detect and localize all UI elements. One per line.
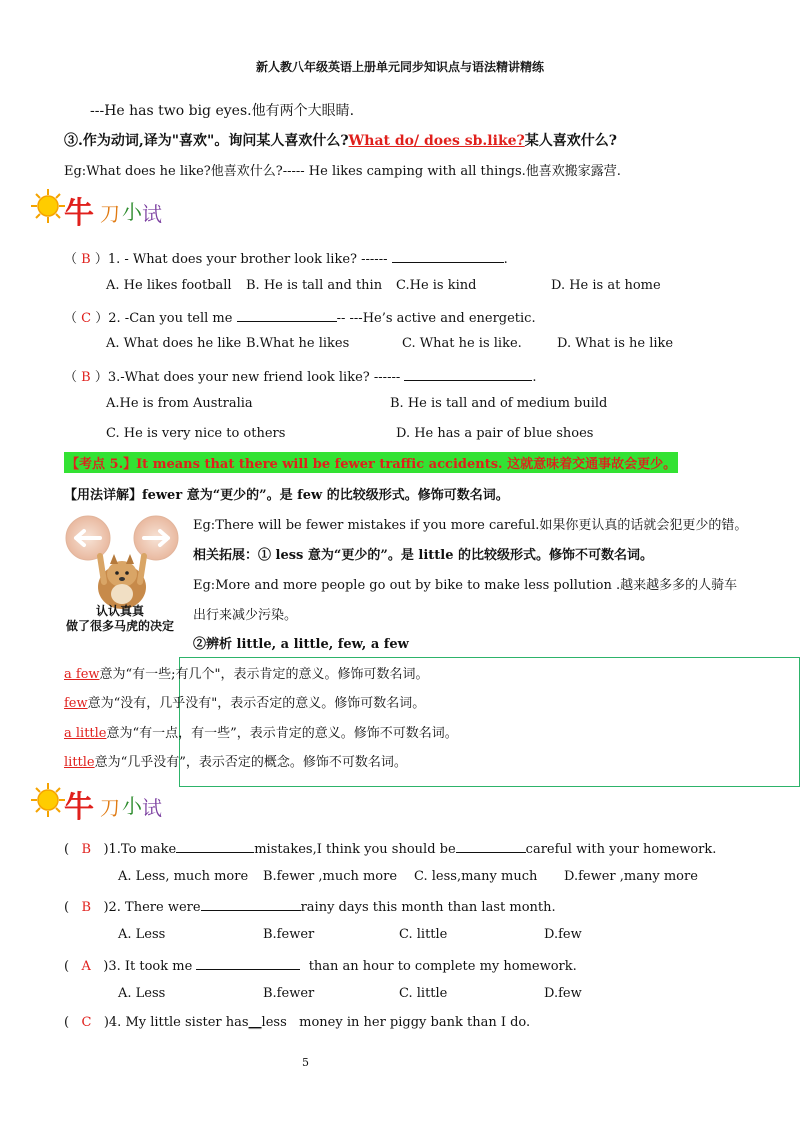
quiz2-option-3b: B.fewer (263, 986, 315, 1001)
answer-blank (201, 898, 301, 911)
banner-niu: 牛 (64, 790, 94, 825)
intro-line-3: Eg:What does he like?他喜欢什么?----- He likes camping with all things.他喜欢搬家露营. (64, 164, 621, 179)
quiz2-text-4a: )4. My little sister has (103, 1015, 249, 1030)
quiz1-option-2a: A. What does he like (106, 336, 242, 351)
quiz1-option-2c: C. What he is like. (402, 336, 522, 351)
answer-blank (404, 368, 532, 381)
def-text: 意为“有一些;有几个"，表示肯定的意义。修饰可数名词。 (99, 667, 429, 682)
quiz2-option-1c: C. less,many much (414, 869, 538, 884)
quiz1-answer-3: B (81, 370, 91, 385)
usage-example-2b: 出行来减少污染。 (193, 608, 298, 623)
quiz2-text-1b: mistakes,I think you should be (254, 842, 456, 857)
kaodian-highlight: 【考点 5.】It means that there will be fewer traffic accidents. 这就意味着交通事故会更少。 (64, 452, 678, 473)
quiz2-answer-3: A (81, 959, 91, 974)
def-text: 意为“有一点，有一些”，表示肯定的意义。修饰不可数名词。 (106, 726, 458, 741)
quiz1-question-2 (64, 307, 536, 326)
paren-open: ( (64, 900, 70, 915)
quiz1-option-3d: D. He has a pair of blue shoes (396, 426, 594, 441)
quiz2-question-1 (64, 840, 716, 857)
quiz1-tail-3: . (532, 370, 537, 385)
quiz2-question-3 (64, 957, 577, 974)
picture-caption-1: 认认真真 (96, 604, 145, 618)
def-word: a little (64, 726, 107, 741)
def-text: 意为“几乎没有”，表示否定的概念。修饰不可数名词。 (94, 755, 407, 770)
page-header-title: 新人教八年级英语上册单元同步知识点与语法精讲精练 (255, 60, 544, 74)
quiz1-tail-2: -- ---He’s active and energetic. (336, 311, 536, 326)
quiz2-text-4b: money in her piggy bank than I do. (299, 1015, 531, 1030)
answer-blank (176, 840, 254, 853)
quiz2-question-2 (64, 898, 556, 915)
quiz1-option-1c: C.He is kind (396, 278, 477, 293)
quiz1-answer-2: C (81, 311, 92, 326)
quiz2-option-2a: A. Less (118, 927, 166, 942)
def-a-little (64, 722, 458, 741)
quiz1-answer-1: B (81, 252, 91, 267)
def-few (64, 692, 425, 711)
paren-open: （ (64, 370, 78, 385)
paren-open: （ (64, 252, 78, 267)
quiz2-text-1c: careful with your homework. (525, 842, 717, 857)
answer-blank (237, 309, 337, 322)
quiz-banner-1 (30, 188, 170, 231)
quiz2-text-3a: )3. It took me (103, 959, 193, 974)
intro-line-2-end: 某人喜欢什么? (524, 133, 617, 149)
def-a-few (64, 663, 429, 682)
quiz2-answer-4: C (81, 1015, 92, 1030)
quiz2-text-1a: )1.To make (103, 842, 177, 857)
quiz1-option-3b: B. He is tall and of medium build (390, 396, 608, 411)
banner-xiao: 小 (122, 200, 142, 224)
quiz2-option-1b: B.fewer ,much more (263, 869, 398, 884)
quiz2-text-2a: )2. There were (103, 900, 201, 915)
quiz2-answer-1: B (81, 842, 92, 857)
quiz2-fill-4: less (261, 1015, 287, 1030)
picture-caption-2: 做了很多马虎的决定 (66, 619, 175, 633)
quiz1-text-2: 2. -Can you tell me (108, 311, 237, 326)
banner-niu: 牛 (64, 196, 94, 231)
quiz1-question-3 (64, 366, 537, 385)
quiz1-option-3c: C. He is very nice to others (106, 426, 286, 441)
quiz2-option-1a: A. Less, much more (118, 869, 249, 884)
banner-xiao: 小 (122, 794, 142, 818)
quiz1-option-1d: D. He is at home (551, 278, 661, 293)
paren-close: ） (95, 311, 109, 326)
quiz1-question-1 (64, 248, 508, 267)
quiz1-text-3: 3.-What does your new friend look like? ------ (107, 370, 405, 385)
quiz2-text-2b: rainy days this month than last month. (300, 900, 556, 915)
quiz2-answer-2: B (81, 900, 92, 915)
quiz1-option-1a: A. He likes football (106, 278, 232, 293)
usage-extension: 相关拓展：① less 意为“更少的”。是 little 的比较级形式。修饰不可数名词。 (193, 548, 654, 563)
usage-title: 【用法详解】fewer 意为“更少的”。是 few 的比较级形式。修饰可数名词。 (64, 488, 509, 503)
intro-line-2 (64, 130, 617, 150)
usage-analysis-title: ②辨析 little, a little, few, a few (193, 637, 409, 652)
quiz1-option-2d: D. What is he like (557, 336, 674, 351)
paren-close: ） (94, 370, 108, 385)
page-number: 5 (302, 1056, 309, 1069)
paren-open: ( (64, 1015, 70, 1030)
def-word: few (64, 696, 88, 711)
sun-icon (30, 188, 66, 224)
quiz1-option-1b: B. He is tall and thin (246, 278, 383, 293)
paren-close: ） (94, 252, 108, 267)
intro-line-2-red: What do/ does sb.like? (348, 133, 525, 149)
usage-example-1: Eg:There will be fewer mistakes if you more careful.如果你更认真的话就会犯更少的错。 (193, 518, 748, 533)
answer-blank (456, 840, 526, 853)
quiz1-option-3a: A.He is from Australia (106, 396, 253, 411)
quiz2-option-2b: B.fewer (263, 927, 315, 942)
quiz2-text-3b: than an hour to complete my homework. (308, 959, 577, 974)
dog-meme-picture (60, 512, 190, 612)
quiz2-option-1d: D.fewer ,many more (564, 869, 698, 884)
quiz2-option-3d: D.few (544, 986, 582, 1001)
answer-blank (392, 250, 504, 263)
paren-open: （ (64, 311, 78, 326)
quiz1-option-2b: B.What he likes (246, 336, 350, 351)
sun-icon (30, 782, 66, 818)
usage-example-2a: Eg:More and more people go out by bike to make less pollution .越来越多多的人骑车 (193, 578, 738, 593)
def-word: a few (64, 667, 100, 682)
banner-dao: 刀 (100, 796, 120, 820)
quiz2-option-3c: C. little (399, 986, 448, 1001)
banner-shi: 试 (142, 796, 162, 820)
paren-open: ( (64, 959, 70, 974)
quiz2-option-3a: A. Less (118, 986, 166, 1001)
intro-line-1: ---He has two big eyes.他有两个大眼睛. (90, 103, 355, 119)
quiz-banner-2 (30, 782, 170, 825)
def-little (64, 751, 407, 770)
def-text: 意为“没有，几乎没有"，表示否定的意义。修饰可数名词。 (87, 696, 426, 711)
quiz2-option-2d: D.few (544, 927, 582, 942)
def-word: little (64, 755, 95, 770)
intro-line-2-text: ③.作为动词,译为"喜欢"。询问某人喜欢什么? (64, 133, 349, 149)
banner-dao: 刀 (100, 202, 120, 226)
quiz2-question-4: ( C )4. My little sister has__less money in her piggy bank than I do. (64, 1015, 531, 1030)
quiz1-tail-1: . (503, 252, 508, 267)
answer-blank (196, 957, 300, 970)
paren-open: ( (64, 842, 70, 857)
quiz2-option-2c: C. little (399, 927, 448, 942)
banner-shi: 试 (142, 202, 162, 226)
quiz1-text-1: 1. - What does your brother look like? ------ (107, 252, 392, 267)
